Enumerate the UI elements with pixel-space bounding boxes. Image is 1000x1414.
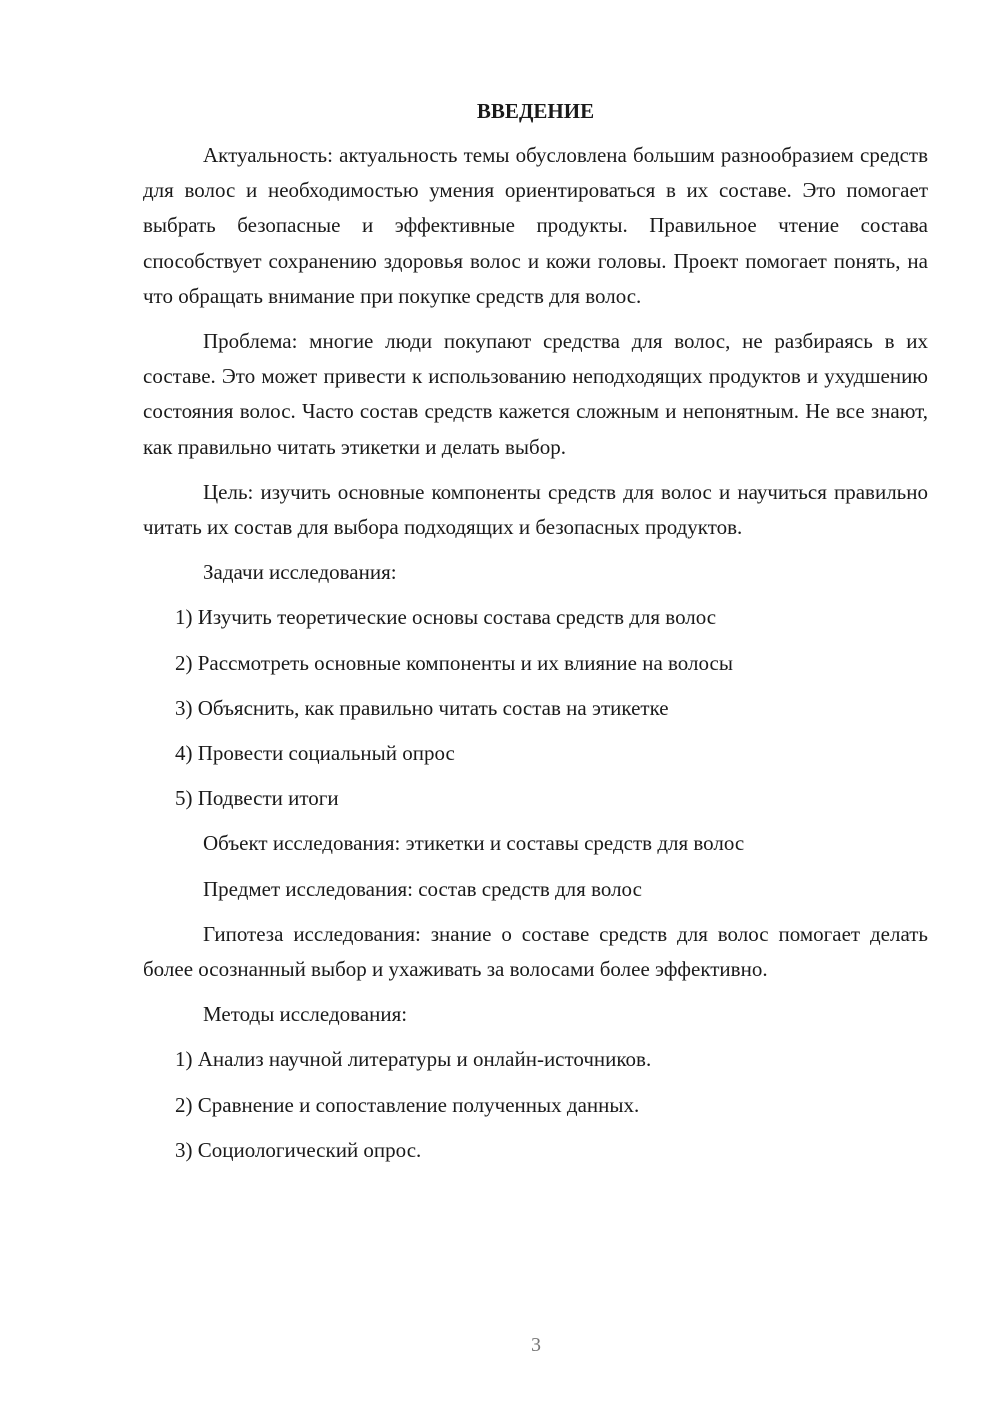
problem-paragraph: Проблема: многие люди покупают средства для волос, не разбираясь в их составе. Это может привести к использованию неподходящих продуктов и ухудшению состояния волос. Часто состав средств кажется сложным и непонятным. Не все знают, как правильно читать этикетки и делать выбор.: [143, 329, 928, 459]
method-item: 2) Сравнение и сопоставление полученных данных.: [175, 1092, 640, 1117]
task-item: 4) Провести социальный опрос: [175, 741, 455, 766]
task-item: 5) Подвести итоги: [175, 786, 339, 811]
relevance-paragraph: Актуальность: актуальность темы обусловлена большим разнообразием средств для волос и необходимостью умения ориентироваться в их составе. Это помогает выбрать безопасные и эффективные продукты. Правильное чтение состава способствует сохранению здоровья волос и кожи головы. Проект помогает понять, на что обращать внимание при покупке средств для волос.: [143, 143, 928, 308]
methods-heading: Методы исследования:: [203, 1002, 408, 1027]
method-item: 3) Социологический опрос.: [175, 1137, 422, 1162]
document-page: [143, 96, 928, 1178]
section-title: ВВЕДЕНИЕ: [476, 99, 595, 123]
hypothesis-paragraph: Гипотеза исследования: знание о составе средств для волос помогает делать более осознанный выбор и ухаживать за волосами более эффективно.: [143, 921, 928, 982]
method-item: 1) Анализ научной литературы и онлайн-источников.: [175, 1047, 652, 1072]
goal-paragraph: Цель: изучить основные компоненты средств для волос и научиться правильно читать их состав для выбора подходящих и безопасных продуктов.: [143, 479, 928, 540]
tasks-heading: Задачи исследования:: [203, 560, 397, 585]
task-item: 1) Изучить теоретические основы состава средств для волос: [175, 605, 717, 630]
page-number: 3: [531, 1334, 541, 1356]
research-subject: Предмет исследования: состав средств для волос: [203, 876, 642, 901]
task-item: 2) Рассмотреть основные компоненты и их влияние на волосы: [175, 650, 733, 675]
research-object: Объект исследования: этикетки и составы средств для волос: [203, 831, 745, 856]
task-item: 3) Объяснить, как правильно читать состав на этикетке: [175, 695, 669, 720]
